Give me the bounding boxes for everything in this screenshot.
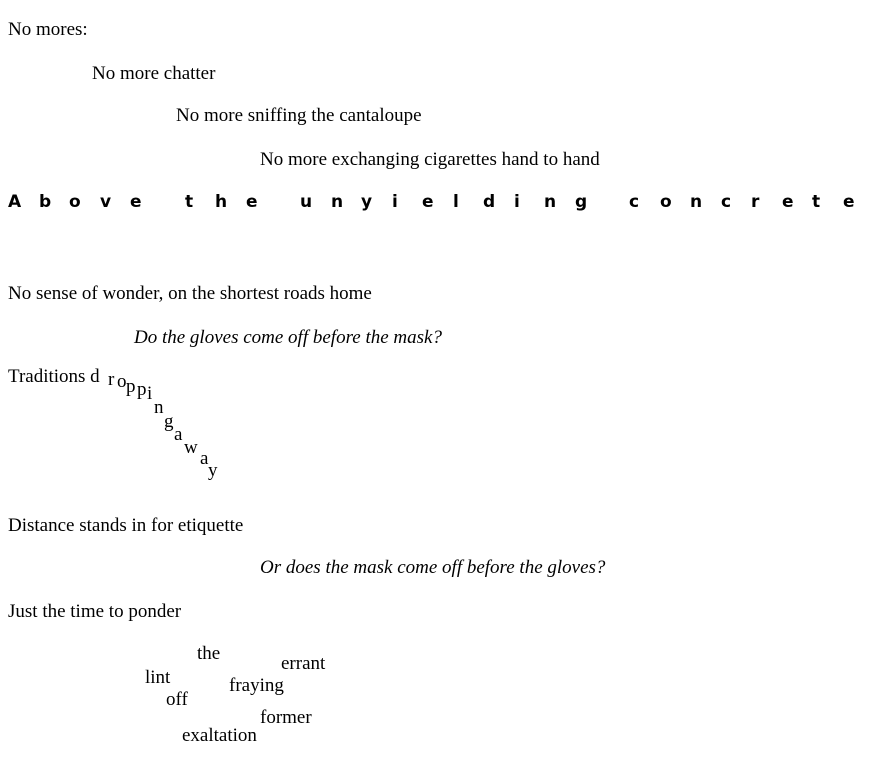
spaced-letter: e xyxy=(782,192,794,212)
poem-line-distance: Distance stands in for etiquette xyxy=(8,515,244,536)
scatter-word-off: off xyxy=(166,689,188,710)
poem-line-cantaloupe: No more sniffing the cantaloupe xyxy=(176,105,422,126)
poem-line-cigarettes: No more exchanging cigarettes hand to hand xyxy=(260,149,600,170)
spaced-letter: h xyxy=(215,192,228,212)
poem-line-no-mores: No mores: xyxy=(8,19,88,40)
spaced-letter: n xyxy=(690,192,703,212)
poem-line-no-sense-of-wonder: No sense of wonder, on the shortest roads home xyxy=(8,283,372,304)
dropping-letter: r xyxy=(108,369,115,390)
spaced-letter: b xyxy=(39,192,52,212)
scatter-word-the: the xyxy=(197,643,221,664)
dropping-letter: a xyxy=(200,448,209,469)
scatter-word-former: former xyxy=(260,707,312,728)
dropping-letter: p xyxy=(137,379,147,400)
spaced-letter: e xyxy=(422,192,434,212)
spaced-letter: r xyxy=(751,192,760,212)
spaced-letter: l xyxy=(453,192,459,212)
spaced-letter: t xyxy=(185,192,194,212)
spaced-letter: g xyxy=(575,192,588,212)
dropping-letter: o xyxy=(117,371,127,392)
spaced-letter: e xyxy=(843,192,855,212)
poem-line-no-more-chatter: No more chatter xyxy=(92,63,216,84)
poem-line-gloves-question: Do the gloves come off before the mask? xyxy=(134,327,442,348)
poem-line-traditions-prefix: Traditions d xyxy=(8,366,100,387)
spaced-letter: A xyxy=(8,192,22,212)
dropping-letter: p xyxy=(126,376,136,397)
spaced-letter: e xyxy=(130,192,142,212)
spaced-letter: d xyxy=(483,192,496,212)
spaced-letter: c xyxy=(721,192,732,212)
spaced-letter: v xyxy=(100,192,112,212)
spaced-letter: n xyxy=(331,192,344,212)
poem-line-time-to-ponder: Just the time to ponder xyxy=(8,601,182,622)
dropping-letter: y xyxy=(208,460,218,481)
scatter-word-lint: lint xyxy=(145,667,171,688)
spaced-letter: o xyxy=(660,192,672,212)
spaced-letter: u xyxy=(300,192,313,212)
dropping-letter: n xyxy=(154,397,164,418)
spaced-letter: i xyxy=(392,192,398,212)
scatter-word-errant: errant xyxy=(281,653,326,674)
spaced-letter: o xyxy=(69,192,81,212)
poem-line-mask-question: Or does the mask come off before the gloves? xyxy=(260,557,606,578)
spaced-letter: c xyxy=(629,192,640,212)
scatter-word-exaltation: exaltation xyxy=(182,725,257,746)
spaced-letter: t xyxy=(812,192,821,212)
dropping-letter: g xyxy=(164,411,174,432)
spaced-letter: n xyxy=(544,192,557,212)
spaced-letter: y xyxy=(361,192,373,212)
spaced-letter: i xyxy=(514,192,520,212)
spaced-letter: e xyxy=(246,192,258,212)
scatter-word-fraying: fraying xyxy=(229,675,284,696)
dropping-letter: i xyxy=(147,383,153,404)
dropping-letter: a xyxy=(174,424,183,445)
dropping-letter: w xyxy=(184,437,198,458)
